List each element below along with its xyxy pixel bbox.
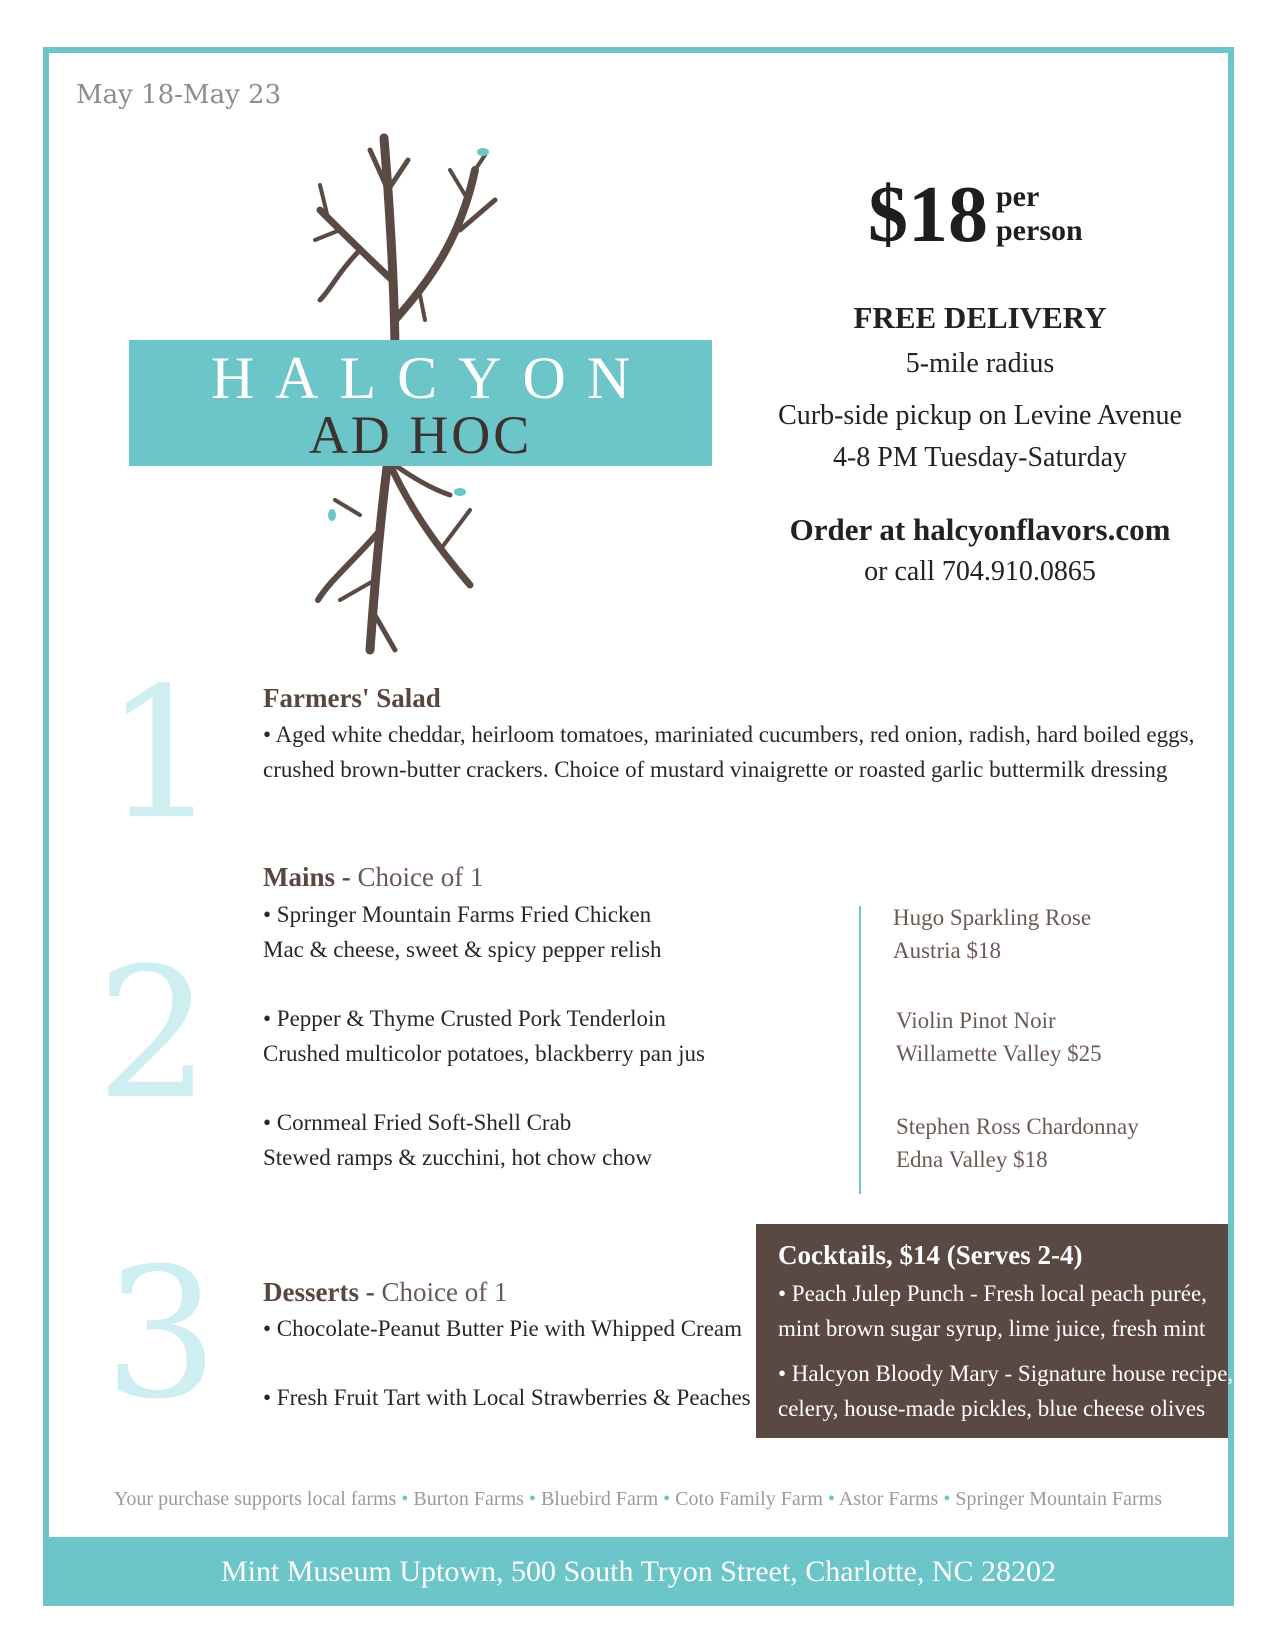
farm-name: Burton Farms [413, 1488, 524, 1510]
course-number-1: 1 [104, 650, 219, 859]
mains-title: Mains - Choice of 1 [263, 862, 484, 892]
order-phone: or call 704.910.0865 [864, 556, 1096, 587]
mains-choice: Choice of 1 [357, 862, 484, 892]
cocktail-item: • Halcyon Bloody Mary - Signature house recipe, [778, 1361, 1234, 1386]
main-item-name: • Cornmeal Fried Soft-Shell Crab [263, 1110, 572, 1135]
salad-description-line-1: • Aged white cheddar, heirloom tomatoes, mariniated cucumbers, red onion, radish, hard boiled eggs, [263, 722, 1195, 747]
free-delivery-heading: FREE DELIVERY [853, 300, 1107, 335]
wine-origin-price: Edna Valley $18 [896, 1147, 1048, 1172]
salad-description-line-2: crushed brown-butter crackers. Choice of mustard vinaigrette or roasted garlic buttermilk dressing [263, 757, 1168, 782]
main-item-name: • Pepper & Thyme Crusted Pork Tenderloin [263, 1006, 666, 1031]
course-number-3: 3 [104, 1230, 219, 1439]
main-item-name: • Springer Mountain Farms Fried Chicken [263, 902, 652, 927]
farm-name: Bluebird Farm [540, 1488, 659, 1510]
cocktails-title: Cocktails, $14 (Serves 2-4) [778, 1240, 1083, 1270]
main-item-description: Crushed multicolor potatoes, blackberry pan jus [263, 1041, 706, 1066]
course-number-2: 2 [96, 930, 211, 1139]
cocktail-item: • Peach Julep Punch - Fresh local peach purée, [778, 1281, 1207, 1306]
wine-origin-price: Austria $18 [893, 938, 1001, 963]
wine-origin-price: Willamette Valley $25 [896, 1041, 1102, 1066]
cocktails-box [756, 1224, 1234, 1438]
desserts-choice: Choice of 1 [381, 1277, 508, 1307]
brand-name: HALCYON [210, 345, 652, 411]
order-website: Order at halcyonflavors.com [789, 512, 1171, 547]
main-item-description: Stewed ramps & zucchini, hot chow chow [263, 1145, 652, 1170]
cocktail-description: mint brown sugar syrup, lime juice, fresh mint [778, 1316, 1206, 1341]
footer-address: Mint Museum Uptown, 500 South Tryon Street, Charlotte, NC 28202 [43, 1537, 1234, 1606]
brand-subtitle: AD HOC [308, 405, 533, 465]
wine-name: Violin Pinot Noir [896, 1008, 1056, 1033]
pickup-location: Curb-side pickup on Levine Avenue [778, 400, 1182, 431]
wine-name: Hugo Sparkling Rose [893, 905, 1092, 930]
desserts-title: Desserts - Choice of 1 [263, 1277, 508, 1307]
wine-divider [859, 906, 861, 1194]
local-farms-line: Your purchase supports local farms • Burton Farms • Bluebird Farm • Coto Family Farm • Astor Farms • Springer Mountain Farms [113, 1488, 1163, 1510]
price-unit: per person [996, 180, 1083, 247]
logo-banner [129, 340, 712, 466]
salad-title: Farmers' Salad [263, 683, 441, 713]
farm-name: Coto Family Farm [675, 1488, 823, 1510]
farm-name: Springer Mountain Farms [955, 1488, 1163, 1510]
date-range: May 18-May 23 [76, 80, 282, 110]
pickup-hours: 4-8 PM Tuesday-Saturday [832, 442, 1127, 473]
farm-name: Astor Farms [838, 1488, 939, 1510]
cocktail-description: celery, house-made pickles, blue cheese olives [778, 1396, 1206, 1421]
farms-intro: Your purchase supports local farms [113, 1488, 397, 1510]
main-item-description: Mac & cheese, sweet & spicy pepper relish [263, 937, 662, 962]
dessert-item: • Chocolate-Peanut Butter Pie with Whipped Cream [263, 1316, 743, 1341]
price: $18 [868, 171, 988, 259]
wine-name: Stephen Ross Chardonnay [896, 1114, 1139, 1139]
dessert-item: • Fresh Fruit Tart with Local Strawberries & Peaches [263, 1385, 751, 1410]
delivery-radius: 5-mile radius [905, 348, 1055, 379]
